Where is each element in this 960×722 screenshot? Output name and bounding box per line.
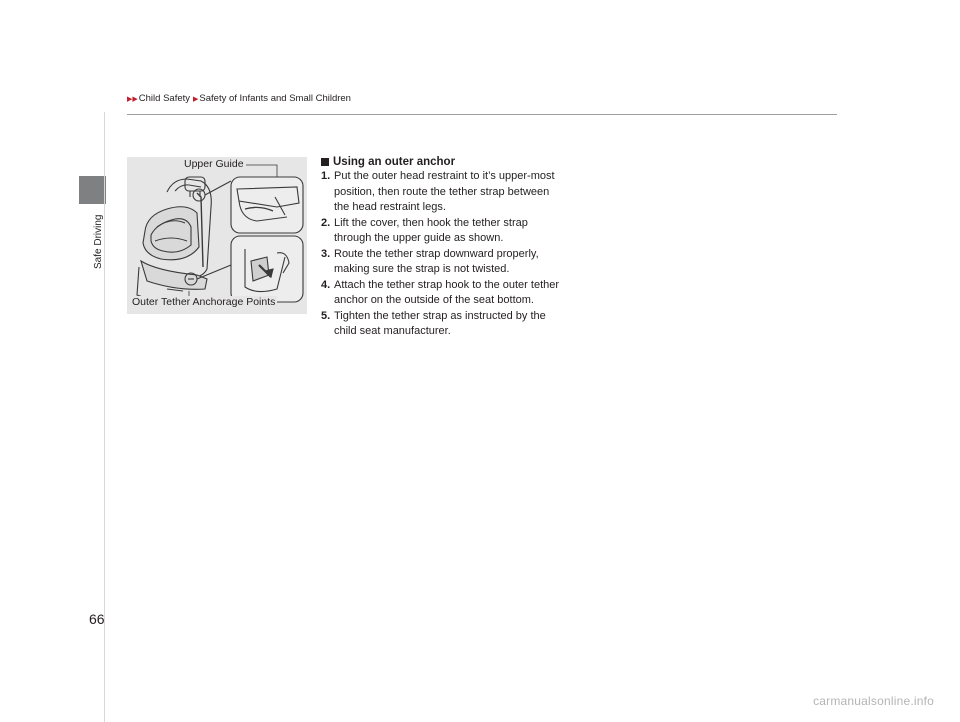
step-number: 3. bbox=[321, 247, 331, 260]
breadcrumb-arrow-icon: ▶▶ bbox=[127, 95, 138, 103]
child-seat-drawing bbox=[127, 157, 307, 314]
breadcrumb-item-child-safety[interactable]: Child Safety bbox=[138, 93, 191, 104]
bullet-square-icon bbox=[321, 158, 329, 166]
breadcrumb bbox=[127, 93, 354, 104]
breadcrumb-arrow-icon: ▶ bbox=[193, 95, 199, 103]
step-text: Route the tether strap downward properly, making sure the strap is not twisted. bbox=[334, 247, 539, 275]
step-item bbox=[321, 169, 561, 216]
step-text: Tighten the tether strap as instructed by the child seat manufacturer. bbox=[334, 309, 546, 337]
step-item bbox=[321, 309, 561, 340]
step-number: 5. bbox=[321, 309, 331, 322]
step-text: Attach the tether strap hook to the outer tether anchor on the outside of the seat bottom. bbox=[334, 278, 560, 306]
upper-guide-label: Upper Guide bbox=[184, 158, 244, 170]
step-text: Lift the cover, then hook the tether strap through the upper guide as shown. bbox=[334, 216, 528, 244]
side-divider bbox=[104, 112, 105, 722]
header-rule bbox=[127, 114, 837, 115]
section-heading bbox=[321, 156, 561, 168]
outer-tether-anchorage-label: Outer Tether Anchorage Points bbox=[132, 296, 276, 308]
step-number: 2. bbox=[321, 216, 331, 229]
page-number: 66 bbox=[89, 611, 105, 627]
section-heading-text: Using an outer anchor bbox=[333, 156, 456, 168]
section-tab-label: Safe Driving bbox=[93, 214, 104, 269]
instruction-section bbox=[321, 156, 561, 340]
step-text: Put the outer head restraint to it’s upper-most position, then route the tether strap between the head restraint legs. bbox=[334, 170, 555, 213]
breadcrumb-item-safety-infants[interactable]: Safety of Infants and Small Children bbox=[199, 93, 351, 104]
section-tab-marker bbox=[79, 176, 106, 204]
step-item bbox=[321, 216, 561, 247]
step-number: 1. bbox=[321, 170, 331, 182]
step-list bbox=[321, 169, 561, 340]
watermark: carmanualsonline.info bbox=[813, 694, 934, 708]
step-item bbox=[321, 247, 561, 278]
step-item bbox=[321, 278, 561, 309]
step-number: 4. bbox=[321, 278, 331, 291]
child-seat-illustration bbox=[127, 157, 307, 314]
